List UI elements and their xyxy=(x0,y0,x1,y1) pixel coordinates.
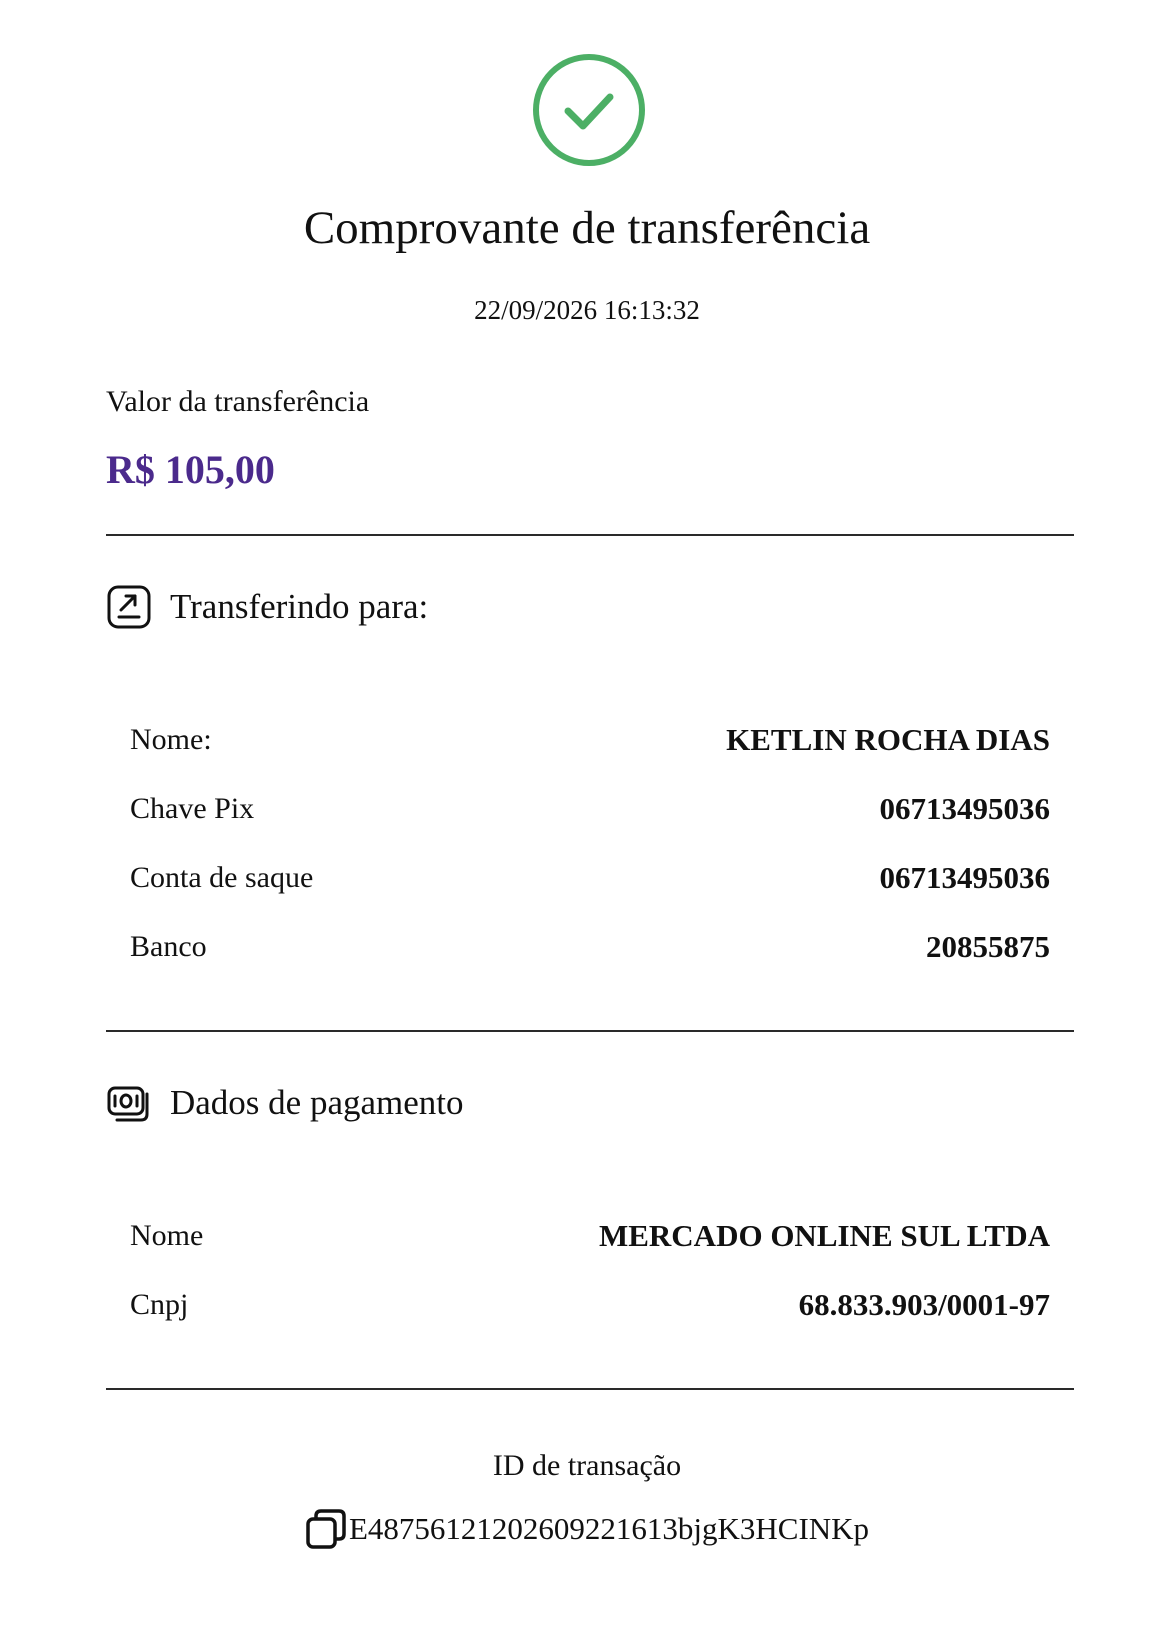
divider xyxy=(106,1030,1074,1032)
detail-value: MERCADO ONLINE SUL LTDA xyxy=(598,1218,1050,1253)
detail-row-cnpj xyxy=(130,1285,1050,1325)
check-circle-icon xyxy=(532,53,646,167)
detail-row-banco xyxy=(130,927,1050,967)
amount-value: R$ 105,00 xyxy=(106,447,275,492)
transfer-out-icon xyxy=(106,584,152,630)
money-icon xyxy=(106,1080,152,1126)
recipient-section-title: Transferindo para: xyxy=(170,587,429,626)
detail-value: KETLIN ROCHA DIAS xyxy=(726,722,1050,757)
amount-label: Valor da transferência xyxy=(106,385,370,418)
payment-section-header xyxy=(106,1078,464,1128)
recipient-section-header xyxy=(106,582,428,632)
divider xyxy=(106,534,1074,536)
transaction-id-label: ID de transação xyxy=(492,1449,682,1482)
detail-label: Nome xyxy=(130,1219,204,1252)
detail-row-conta-de-saque xyxy=(130,858,1050,898)
detail-row-chave-pix xyxy=(130,789,1050,829)
transaction-id-value: E48756121202609221613bjgK3HCINKp xyxy=(348,1511,870,1546)
detail-row-nome xyxy=(130,720,1050,760)
detail-value: 06713495036 xyxy=(879,791,1050,826)
detail-label: Banco xyxy=(130,930,207,963)
copy-icon[interactable] xyxy=(305,1508,347,1550)
detail-value: 06713495036 xyxy=(879,860,1050,895)
detail-value: 20855875 xyxy=(926,929,1050,964)
detail-label: Conta de saque xyxy=(130,861,314,894)
page-title: Comprovante de transferência xyxy=(303,202,871,254)
detail-label: Cnpj xyxy=(130,1288,189,1321)
transfer-datetime: 22/09/2026 16:13:32 xyxy=(474,295,700,325)
payment-section-title: Dados de pagamento xyxy=(170,1083,464,1122)
detail-value: 68.833.903/0001-97 xyxy=(798,1287,1050,1322)
detail-label: Nome: xyxy=(130,723,212,756)
detail-row-nome-pagador xyxy=(130,1216,1050,1256)
detail-label: Chave Pix xyxy=(130,792,255,825)
divider xyxy=(106,1388,1074,1390)
transaction-id-row[interactable] xyxy=(0,1508,1174,1550)
